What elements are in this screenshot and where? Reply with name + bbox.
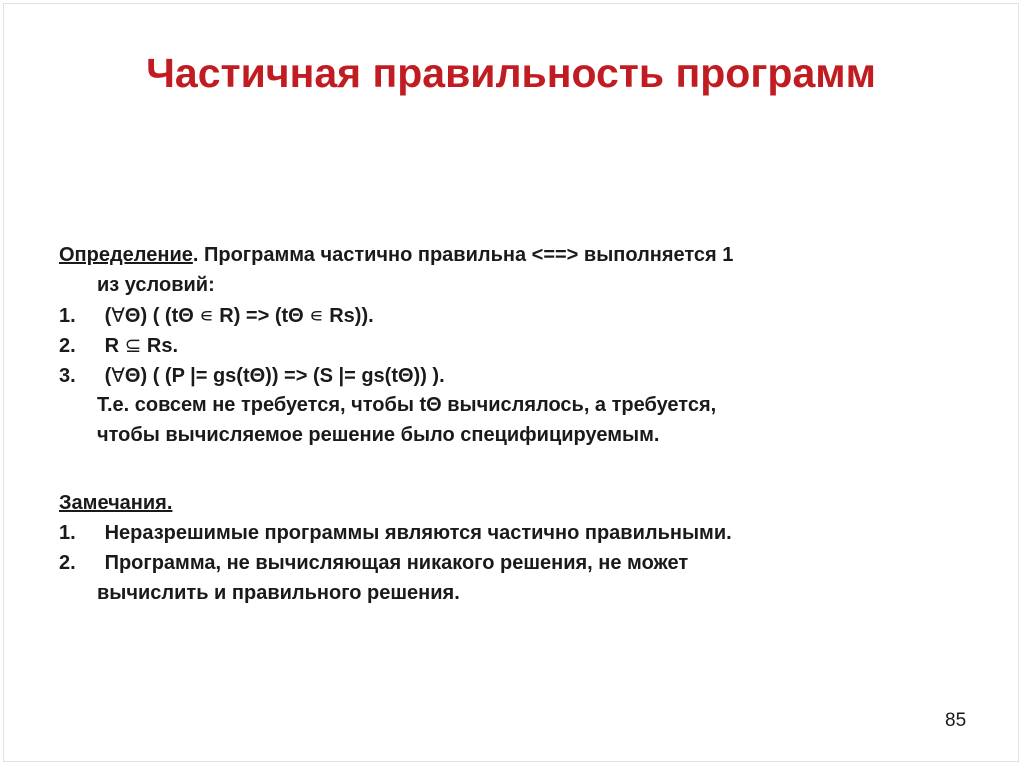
condition-1: 1. (∀Θ) ( (tΘ ∊ R) => (tΘ ∊ Rs)).: [59, 300, 374, 331]
element-of-symbol: ∊: [199, 303, 214, 327]
condition-3: 3. (∀Θ) ( (P |= gs(tΘ)) => (S |= gs(tΘ)) ).: [59, 360, 445, 391]
subset-symbol: ⊆: [124, 333, 142, 357]
slide: [3, 3, 1019, 762]
note-line-1: Т.е. совсем не требуется, чтобы tΘ вычислялось, а требуется,: [97, 394, 717, 416]
remark-number: 2.: [59, 552, 76, 574]
condition-number: 3.: [59, 365, 76, 387]
page-number: 85: [945, 710, 967, 731]
remark-number: 1.: [59, 522, 76, 544]
condition-number: 2.: [59, 335, 76, 357]
definition-heading: Определение: [59, 244, 193, 266]
remark-text: Программа, не вычисляющая никакого решения, не может: [104, 552, 689, 574]
forall-symbol: ∀: [111, 363, 125, 387]
remark-2: [59, 548, 688, 578]
definition-text: . Программа частично правильна <==> выполняется 1: [192, 244, 734, 266]
note-line-2: чтобы вычисляемое решение было специфицируемым.: [97, 424, 660, 446]
definition-line: [59, 240, 733, 270]
remarks-heading: Замечания.: [59, 492, 173, 514]
slide-title: Частичная правильность программ: [146, 50, 876, 96]
forall-symbol: ∀: [111, 303, 125, 327]
remark-2-continuation: вычислить и правильного решения.: [97, 582, 460, 604]
remark-text: Неразрешимые программы являются частично правильными.: [104, 522, 732, 544]
condition-2: 2. R ⊆ Rs.: [59, 330, 178, 361]
condition-number: 1.: [59, 305, 76, 327]
element-of-symbol: ∊: [309, 303, 324, 327]
remark-1: [59, 518, 732, 548]
definition-continuation: из условий:: [97, 274, 215, 296]
